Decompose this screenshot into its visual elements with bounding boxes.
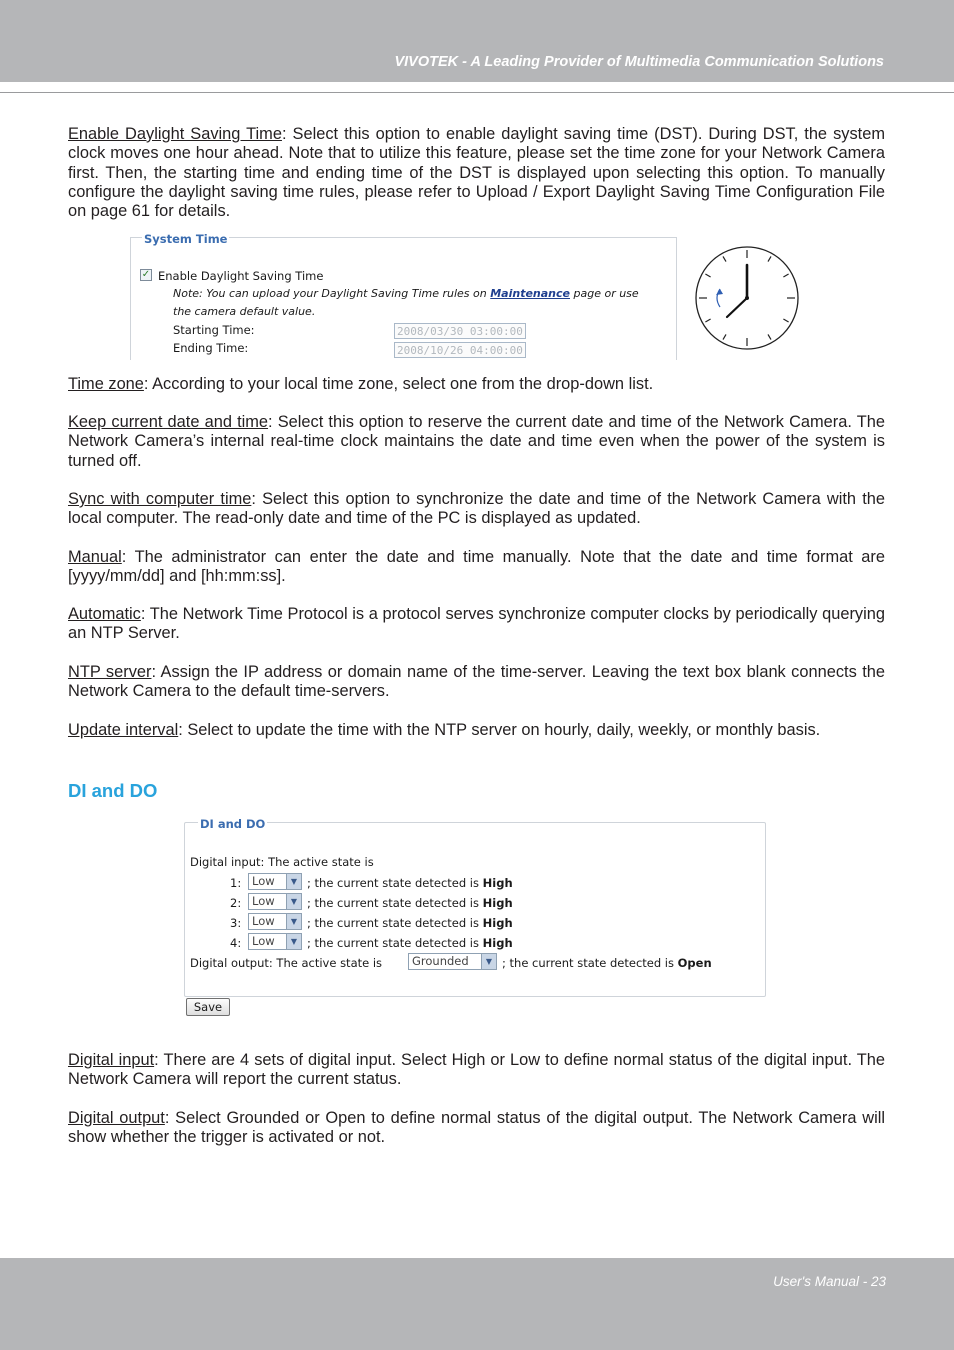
header-divider (0, 92, 954, 93)
paragraph-automatic (68, 605, 885, 644)
input-2-state (307, 896, 513, 910)
digital-output-label: Digital output: The active state is (190, 956, 383, 970)
desc-timezone: : According to your local time zone, select one from the drop-down list. (143, 375, 654, 393)
note-text: Note: You can upload your Daylight Saving Time rules on (173, 287, 491, 300)
input-3-select[interactable] (248, 913, 302, 930)
term-keep: Keep current date and time (68, 413, 269, 431)
dst-checkbox[interactable] (140, 269, 152, 281)
paragraph-sync (68, 490, 885, 529)
input-2-select[interactable] (248, 893, 302, 910)
state-value: High (482, 936, 513, 950)
select-value: Grounded (412, 954, 469, 968)
start-time-field: 2008/03/30 03:00:00 (394, 323, 526, 339)
desc-keep: : Select this option to reserve the current date and time of the Network Camera. The Network Camera’s internal real-time clock maintains the date and time even when the power of the system is turned off. (68, 413, 885, 470)
select-value: Low (252, 914, 275, 928)
input-4-state (307, 936, 513, 950)
paragraph-digital-output (68, 1109, 885, 1148)
desc-digital-input: : There are 4 sets of digital input. Select High or Low to define normal status of the digital input. The Network Camera will report the current status. (68, 1051, 885, 1089)
page-footer (0, 1258, 954, 1350)
chevron-down-icon: ▼ (286, 914, 301, 929)
paragraph-digital-input (68, 1051, 885, 1090)
input-number: 4: (230, 936, 242, 950)
input-3-state (307, 916, 513, 930)
desc-digital-output: : Select Grounded or Open to define normal status of the digital output. The Network Camera will show whether the trigger is activated or not. (68, 1109, 885, 1147)
term-sync: Sync with computer time (68, 490, 252, 508)
digital-input-heading: Digital input: The active state is (190, 855, 374, 869)
chevron-down-icon: ▼ (286, 894, 301, 909)
dst-note (173, 287, 639, 300)
dst-checkbox-label: Enable Daylight Saving Time (158, 269, 324, 283)
input-number: 2: (230, 896, 242, 910)
chevron-down-icon: ▼ (481, 954, 496, 969)
select-value: Low (252, 874, 275, 888)
paragraph-keep (68, 413, 885, 471)
maintenance-link[interactable]: Maintenance (490, 287, 570, 300)
clock-icon (694, 245, 800, 351)
term-automatic: Automatic (68, 605, 141, 623)
note-text-after: page or use (570, 287, 639, 300)
desc-update: : Select to update the time with the NTP server on hourly, daily, weekly, or monthly basis. (178, 721, 821, 739)
term-digital-input: Digital input (68, 1051, 155, 1069)
input-number: 1: (230, 876, 242, 890)
page-header (0, 0, 954, 82)
output-state (502, 956, 712, 970)
save-button[interactable]: Save (186, 998, 230, 1016)
dido-legend: DI and DO (200, 817, 266, 831)
state-text: ; the current state detected is (307, 876, 483, 890)
chevron-down-icon: ▼ (286, 934, 301, 949)
paragraph-manual (68, 548, 885, 587)
state-text: ; the current state detected is (307, 916, 483, 930)
state-text: ; the current state detected is (307, 896, 483, 910)
input-4-select[interactable] (248, 933, 302, 950)
term-update: Update interval (68, 721, 179, 739)
output-select[interactable] (408, 953, 497, 970)
start-time-label: Starting Time: (173, 323, 255, 337)
end-time-label: Ending Time: (173, 341, 249, 355)
term-digital-output: Digital output (68, 1109, 165, 1127)
dido-screenshot (184, 816, 769, 1022)
term-dst: Enable Daylight Saving Time (68, 125, 282, 143)
desc-ntp: : Assign the IP address or domain name of the time-server. Leaving the text box blank connects the Network Camera to the default time-servers. (68, 663, 886, 701)
paragraph-ntp (68, 663, 885, 702)
desc-manual: : The administrator can enter the date and time manually. Note that the date and time format are [yyyy/mm/dd] and [hh:mm:ss]. (68, 548, 885, 586)
paragraph-update (68, 721, 885, 740)
system-time-legend: System Time (144, 232, 228, 246)
state-text: ; the current state detected is (502, 956, 678, 970)
state-value: High (482, 876, 513, 890)
input-number: 3: (230, 916, 242, 930)
term-manual: Manual (68, 548, 122, 566)
term-ntp: NTP server (68, 663, 152, 681)
header-title: VIVOTEK - A Leading Provider of Multimedia Communication Solutions (394, 54, 884, 70)
input-1-state (307, 876, 513, 890)
paragraph-timezone (68, 375, 885, 394)
section-title: DI and DO (68, 780, 158, 801)
select-value: Low (252, 894, 275, 908)
state-value: High (482, 916, 513, 930)
system-time-screenshot (130, 231, 677, 360)
select-value: Low (252, 934, 275, 948)
desc-automatic: : The Network Time Protocol is a protocol serves synchronize computer clocks by periodically querying an NTP Server. (68, 605, 885, 643)
state-text: ; the current state detected is (307, 936, 483, 950)
input-1-select[interactable] (248, 873, 302, 890)
desc-sync: : Select this option to synchronize the date and time of the Network Camera with the local computer. The read-only date and time of the PC is displayed as updated. (68, 490, 885, 528)
page-number: User's Manual - 23 (773, 1274, 886, 1289)
check-icon: ✓ (141, 269, 151, 280)
state-value: Open (677, 956, 712, 970)
chevron-down-icon: ▼ (286, 874, 301, 889)
desc-dst: : Select this option to enable daylight saving time (DST). During DST, the system clock moves one hour ahead. Note that to utilize this feature, please set the time zone for your Network Camera first. Then, the starting time and ending time of the DST is displayed upon selecting this option. To manually configure the daylight saving time rules, please refer to Upload / Export Daylight Saving Time Configuration File on page 61 for details. (68, 125, 885, 221)
end-time-field: 2008/10/26 04:00:00 (394, 342, 526, 358)
dst-note-line2: the camera default value. (173, 305, 316, 318)
paragraph-dst (68, 125, 885, 221)
state-value: High (482, 896, 513, 910)
term-timezone: Time zone (68, 375, 144, 393)
